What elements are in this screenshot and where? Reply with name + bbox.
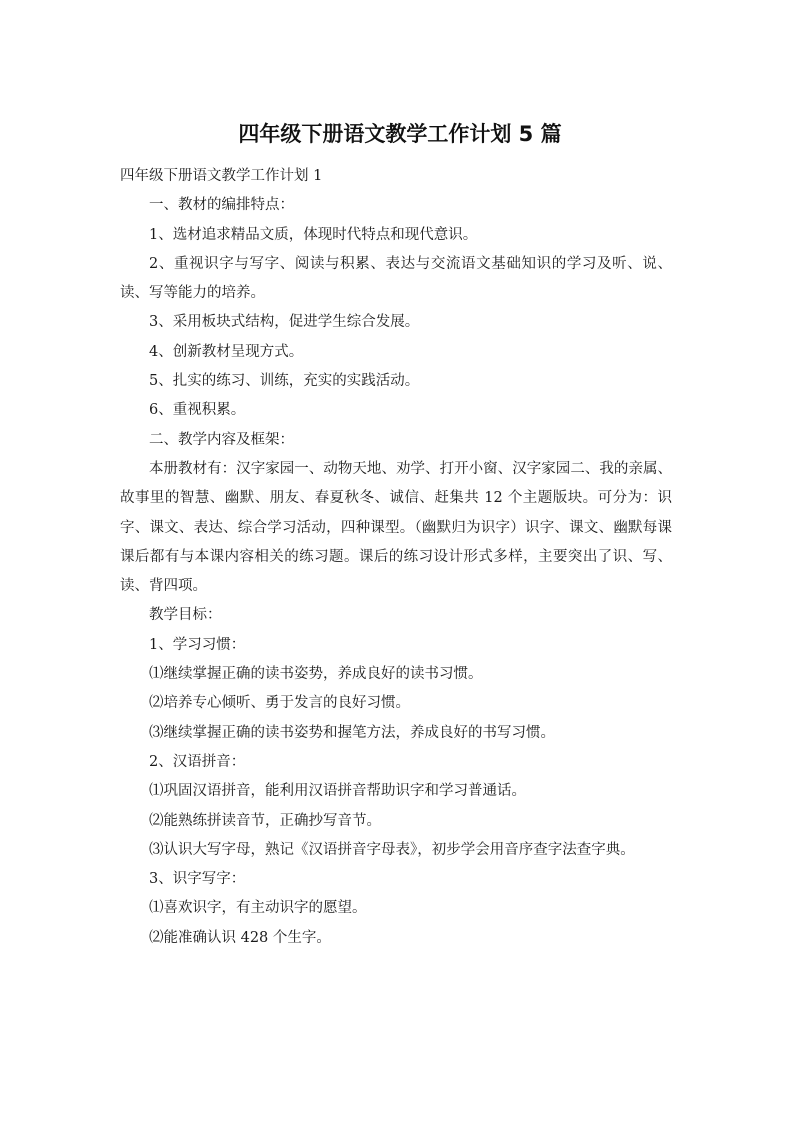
paragraph: ⑵能准确认识 428 个生字。 <box>149 929 331 946</box>
paragraph: 3、采用板块式结构，促进学生综合发展。 <box>149 314 420 331</box>
paragraph: ⑶认识大写字母，熟记《汉语拼音字母表》，初步学会用音序查字法查字典。 <box>149 841 635 858</box>
paragraph: 5、扎实的练习、训练，充实的实践活动。 <box>149 373 420 390</box>
document-title: 四年级下册语文教学工作计划 5 篇 <box>238 122 562 146</box>
document-body <box>120 162 672 953</box>
paragraph: ⑴巩固汉语拼音，能利用汉语拼音帮助识字和学习普通话。 <box>149 783 526 800</box>
paragraph: 3、识字写字： <box>149 871 246 888</box>
paragraph: 6、重视积累。 <box>149 402 246 419</box>
paragraph: 2、汉语拼音： <box>149 753 246 770</box>
paragraph: 4、创新教材呈现方式。 <box>149 343 304 360</box>
paragraph: ⑶继续掌握正确的读书姿势和握笔方法，养成良好的书写习惯。 <box>149 724 555 741</box>
section-heading: 四年级下册语文教学工作计划 1 <box>120 168 323 184</box>
paragraph: ⑴喜欢识字，有主动识字的愿望。 <box>149 900 367 917</box>
paragraph: 二、教学内容及框架： <box>149 431 294 448</box>
paragraph: 本册教材有：汉字家园一、动物天地、劝学、打开小窗、汉字家园二、我的亲属、故事里的智慧、幽默、朋友、春夏秋冬、诚信、赶集共 12 个主题版块。可分为：识字、课文、表达、综合学习活动，四种课型。（幽默归为识字）识字、课文、幽默每课课后都有与本课内容相关的练习题。课后的练习设计形式多样，主要突出了识、写、读、背四项。 <box>120 460 672 595</box>
paragraph: 1、学习习惯： <box>149 636 246 653</box>
paragraph: 1、选材追求精品文质，体现时代特点和现代意识。 <box>149 226 478 243</box>
paragraph: 教学目标： <box>149 607 222 624</box>
paragraph: ⑵能熟练拼读音节，正确抄写音节。 <box>149 812 381 829</box>
paragraph: 一、教材的编排特点： <box>149 197 294 214</box>
paragraph: ⑴继续掌握正确的读书姿势，养成良好的读书习惯。 <box>149 666 483 683</box>
paragraph: ⑵培养专心倾听、勇于发言的良好习惯。 <box>149 695 410 712</box>
paragraph: 2、重视识字与写字、阅读与积累、表达与交流语文基础知识的学习及听、说、读、写等能力的培养。 <box>120 255 672 302</box>
